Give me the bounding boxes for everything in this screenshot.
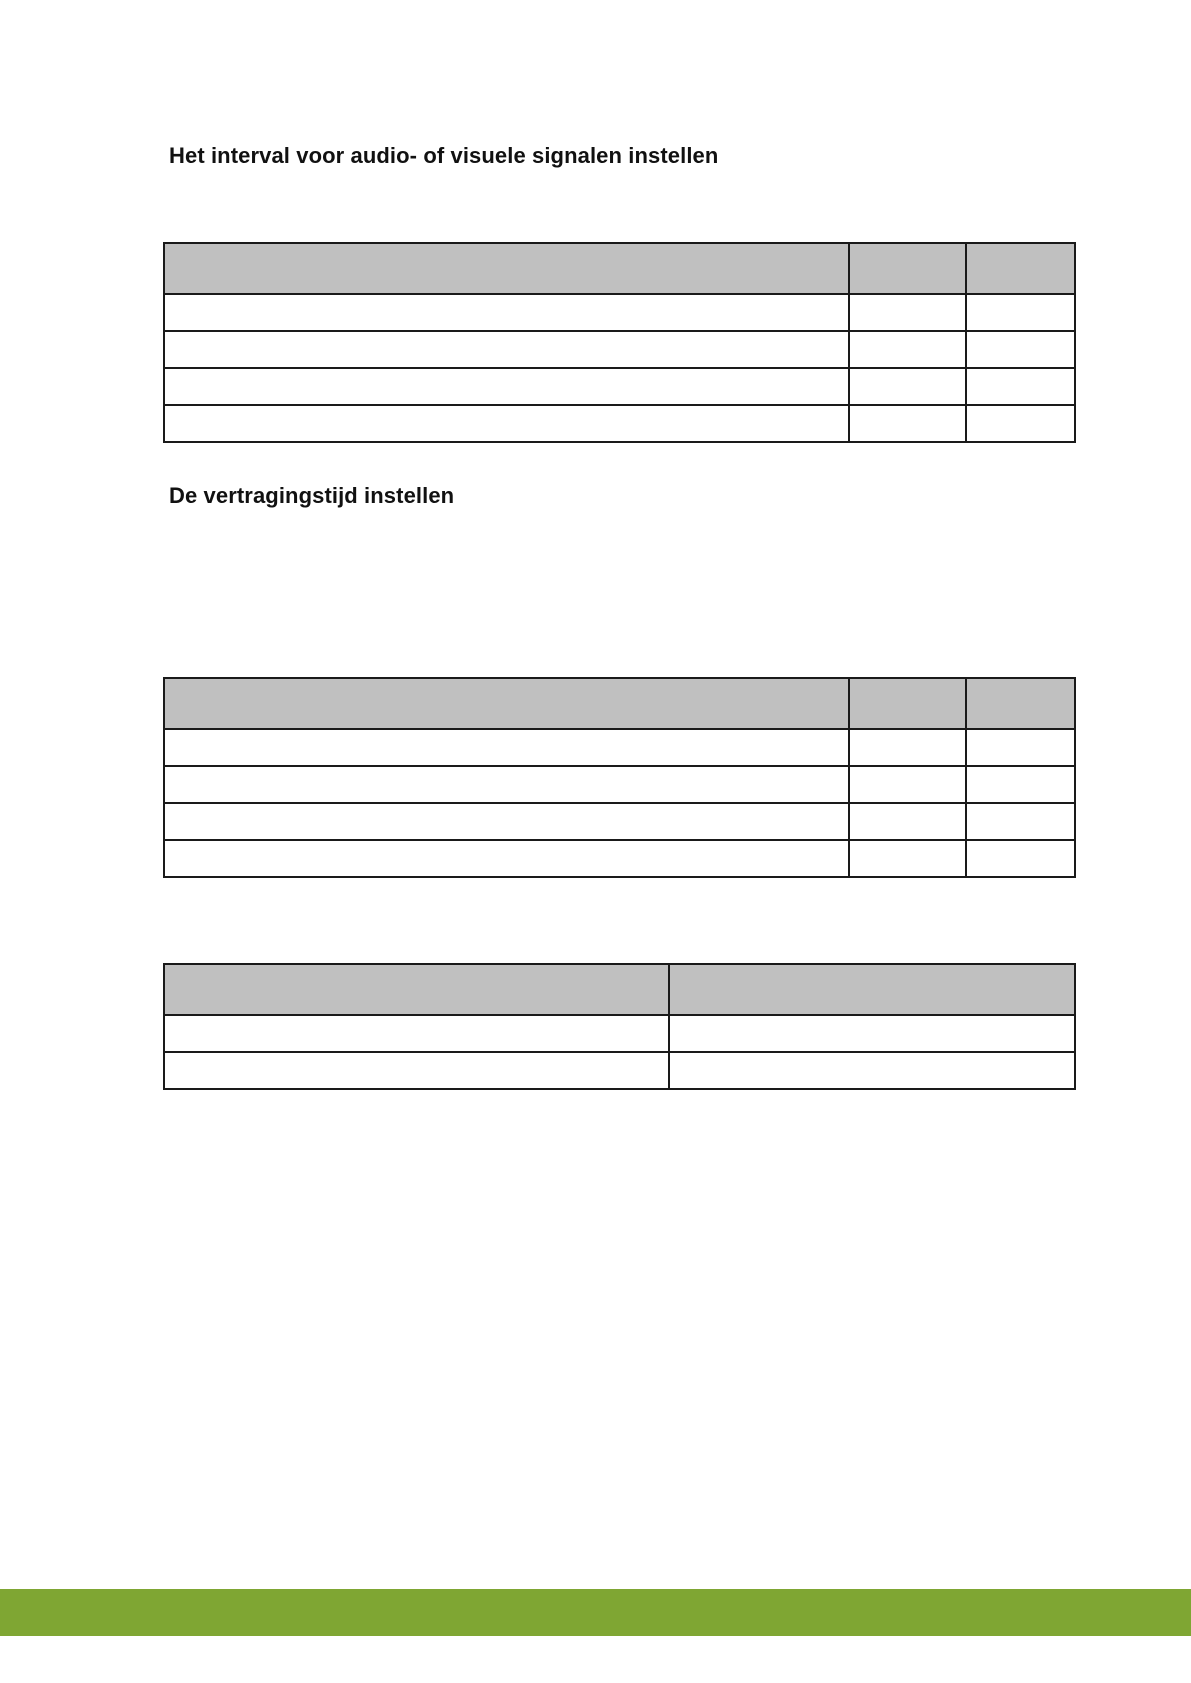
table-cell xyxy=(164,729,849,766)
table-cell xyxy=(966,803,1075,840)
interval-settings-table xyxy=(163,242,1076,443)
table-cell xyxy=(849,803,966,840)
table-cell xyxy=(164,840,849,877)
table-row xyxy=(164,331,1075,368)
delay-settings-table xyxy=(163,677,1076,878)
table-header-row xyxy=(164,243,1075,294)
section-heading-interval: Het interval voor audio- of visuele signalen instellen xyxy=(169,143,719,168)
table-row xyxy=(164,729,1075,766)
table-cell xyxy=(966,405,1075,442)
table-cell xyxy=(849,331,966,368)
table-cell xyxy=(849,368,966,405)
table-header-cell xyxy=(849,243,966,294)
table-cell xyxy=(164,1052,669,1089)
section-heading-delay: De vertragingstijd instellen xyxy=(169,483,455,508)
table-cell xyxy=(966,294,1075,331)
table-header-cell xyxy=(966,678,1075,729)
table-row xyxy=(164,840,1075,877)
table-cell xyxy=(966,729,1075,766)
table-header-cell xyxy=(669,964,1075,1015)
table-cell xyxy=(669,1015,1075,1052)
delay-values-table xyxy=(163,963,1076,1090)
table-cell xyxy=(164,405,849,442)
table-cell xyxy=(164,331,849,368)
table-row xyxy=(164,368,1075,405)
table-header-cell xyxy=(966,243,1075,294)
table-cell xyxy=(966,331,1075,368)
table-cell xyxy=(849,405,966,442)
table-row xyxy=(164,803,1075,840)
table-cell xyxy=(164,803,849,840)
table-header-cell xyxy=(849,678,966,729)
table-cell xyxy=(849,766,966,803)
table-row xyxy=(164,405,1075,442)
footer-band xyxy=(0,1589,1191,1636)
table-cell xyxy=(164,368,849,405)
table-cell xyxy=(164,294,849,331)
table-row xyxy=(164,766,1075,803)
table-header-cell xyxy=(164,964,669,1015)
table-cell xyxy=(966,840,1075,877)
table-cell xyxy=(849,840,966,877)
table-cell xyxy=(966,368,1075,405)
table-row xyxy=(164,294,1075,331)
table-row xyxy=(164,1052,1075,1089)
table-header-cell xyxy=(164,243,849,294)
table-header-row xyxy=(164,678,1075,729)
table-row xyxy=(164,1015,1075,1052)
table-cell xyxy=(849,729,966,766)
table-header-row xyxy=(164,964,1075,1015)
table-header-cell xyxy=(164,678,849,729)
table-cell xyxy=(164,766,849,803)
table-cell xyxy=(849,294,966,331)
table-cell xyxy=(966,766,1075,803)
table-cell xyxy=(669,1052,1075,1089)
table-cell xyxy=(164,1015,669,1052)
